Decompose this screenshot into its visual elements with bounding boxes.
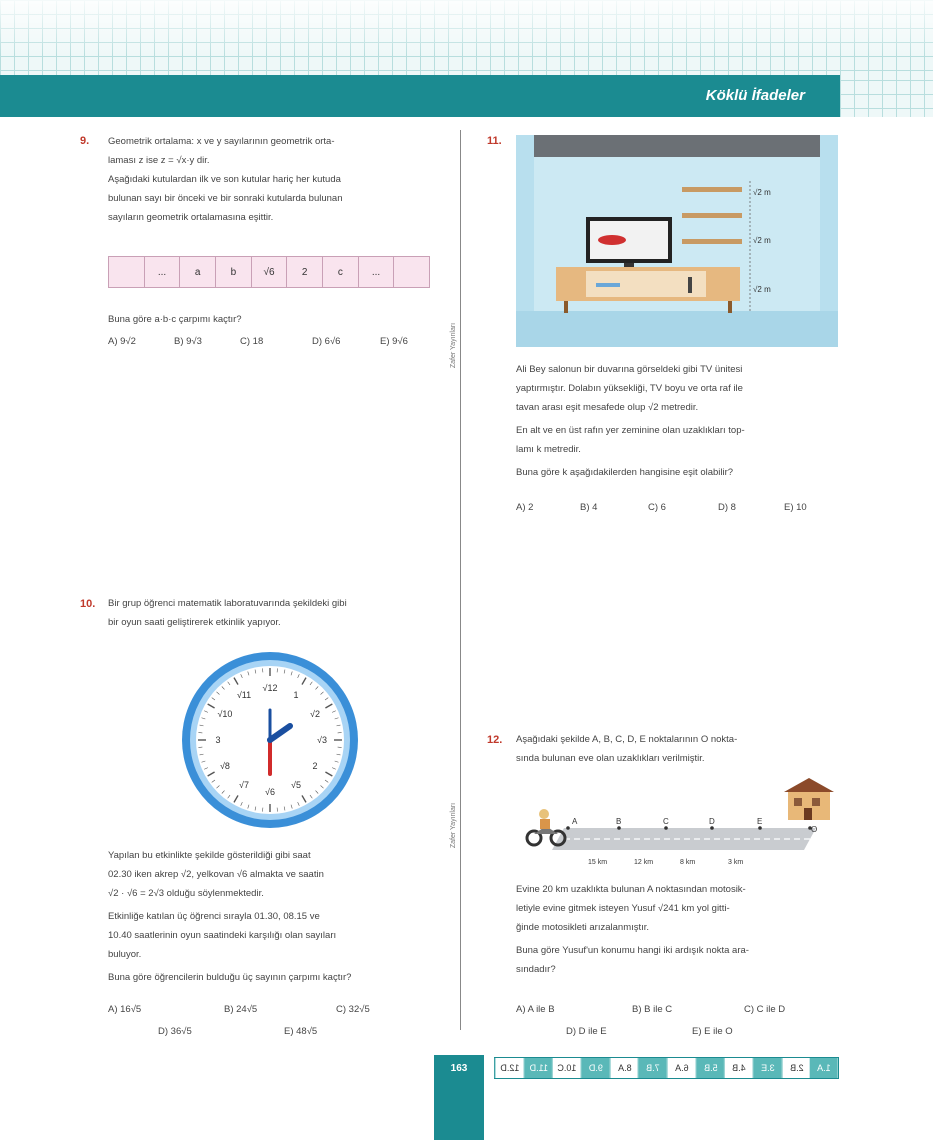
q12-body <box>516 880 846 979</box>
q12-line: letiyle evine gitmek isteyen Yusuf √241 km yol gitti- <box>516 903 730 914</box>
q9-box: a <box>180 257 216 287</box>
tv-logo <box>598 235 626 245</box>
header-grid-background <box>0 0 933 80</box>
cabinet-book <box>688 277 692 293</box>
point-label-o: O <box>811 825 818 834</box>
answer-key-item: 6.A <box>667 1058 696 1078</box>
clock-label: √5 <box>291 780 301 791</box>
q12-options-row1 <box>516 1004 824 1015</box>
q9-line: Geometrik ortalama: x ve y sayılarının geometrik orta- <box>108 136 335 147</box>
q9-question: Buna göre a·b·c çarpımı kaçtır? <box>108 314 242 325</box>
clock-label: √12 <box>262 683 278 693</box>
clock-label: √11 <box>236 689 252 700</box>
q10-option-b[interactable]: B) 24√5 <box>224 1004 258 1015</box>
q12-option-a[interactable]: A) A ile B <box>516 1004 555 1015</box>
q10-option-a[interactable]: A) 16√5 <box>108 1004 142 1015</box>
clock-label: 3 <box>215 735 221 745</box>
q10-line: buluyor. <box>108 949 142 960</box>
q10-line: 02.30 iken akrep √2, yelkovan √6 almakta ve saatin <box>108 869 324 880</box>
q10-line: √2 · √6 = 2√3 olduğu söylenmektedir. <box>108 888 264 899</box>
q11-line: En alt ve en üst rafın yer zeminine olan uzaklıkları top- <box>516 425 745 436</box>
side-label-upper: Zafer Yayınları <box>448 320 459 371</box>
point-label-c: C <box>663 817 669 826</box>
q9-box <box>109 257 145 287</box>
q12-line: Aşağıdaki şekilde A, B, C, D, E noktalarının O nokta- <box>516 734 738 745</box>
q10-options-row1 <box>108 1004 416 1015</box>
cabinet-books <box>596 283 620 287</box>
q9-option-e[interactable]: E) 9√6 <box>380 336 408 347</box>
q12-line: Evine 20 km uzaklıkta bulunan A noktasından motosik- <box>516 884 746 895</box>
answer-key-item: 12.D <box>495 1058 524 1078</box>
clock-label: √7 <box>239 780 249 791</box>
q10-body <box>108 846 438 987</box>
clock-label: √3 <box>317 735 327 745</box>
answer-key-item: 2.B <box>782 1058 811 1078</box>
rider-body <box>540 819 550 829</box>
point-label-a: A <box>572 817 578 826</box>
clock-label: √2 <box>310 709 321 719</box>
q9-option-a[interactable]: A) 9√2 <box>108 336 136 347</box>
point-label-e: E <box>757 817 763 826</box>
distance-label: 3 km <box>728 859 744 866</box>
shelf-bottom <box>682 239 742 244</box>
answer-key-item: 3.E <box>753 1058 782 1078</box>
q11-option-c[interactable]: C) 6 <box>648 502 666 513</box>
q12-option-b[interactable]: B) B ile C <box>632 1004 673 1015</box>
point-marker <box>710 826 714 830</box>
q12-question: Buna göre Yusuf'un konumu hangi iki ardışık nokta ara- <box>516 945 749 956</box>
q10-option-d[interactable]: D) 36√5 <box>158 1026 192 1037</box>
point-label-b: B <box>616 817 622 826</box>
q11-option-a[interactable]: A) 2 <box>516 502 534 513</box>
q10-intro <box>108 594 438 632</box>
q11-line: yaptırmıştır. Dolabın yüksekliği, TV boyu ve orta raf ile <box>516 383 743 394</box>
q12-option-e[interactable]: E) E ile O <box>692 1026 733 1037</box>
distance-label: 15 km <box>588 859 608 866</box>
tv-stand <box>624 263 634 267</box>
cabinet-leg-right <box>728 301 732 313</box>
answer-key-item: 10.C <box>552 1058 581 1078</box>
q9-text <box>108 132 438 227</box>
q11-line: tavan arası eşit mesafede olup √2 metredir. <box>516 402 699 413</box>
q11-number: 11. <box>487 135 502 147</box>
house-door <box>804 808 812 820</box>
room-ceiling <box>516 135 838 157</box>
answer-key-item: 5.B <box>696 1058 725 1078</box>
q9-option-b[interactable]: B) 9√3 <box>174 336 202 347</box>
measure-label: √2 m <box>753 236 771 245</box>
clock-label: √10 <box>217 709 233 719</box>
q9-box <box>394 257 429 287</box>
q10-number: 10. <box>80 598 96 610</box>
q11-question: Buna göre k aşağıdakilerden hangisine eşit olabilir? <box>516 467 734 478</box>
q9-option-d[interactable]: D) 6√6 <box>312 336 341 347</box>
q11-options <box>516 502 824 513</box>
q12-question: sındadır? <box>516 964 556 975</box>
point-marker <box>566 826 570 830</box>
q11-room-figure <box>516 135 838 347</box>
q12-number: 12. <box>487 734 503 746</box>
q9-line: bulunan sayı bir önceki ve bir sonraki kutularda bulunan <box>108 193 343 204</box>
clock-center <box>267 737 273 743</box>
header-grid-corner <box>840 80 933 117</box>
q12-line: sında bulunan eve olan uzaklıkları verilmiştir. <box>516 753 705 764</box>
q9-box: ... <box>145 257 181 287</box>
q9-box: c <box>323 257 359 287</box>
q12-option-c[interactable]: C) C ile D <box>744 1004 786 1015</box>
q9-options <box>108 336 430 347</box>
house-window <box>812 798 820 806</box>
q10-clock-figure <box>180 650 360 830</box>
shelf-middle <box>682 213 742 218</box>
clock-label: √6 <box>265 787 275 797</box>
chapter-title: Köklü İfadeler <box>705 87 805 104</box>
q10-line: Etkinliğe katılan üç öğrenci sırayla 01.30, 08.15 ve <box>108 911 320 922</box>
q11-option-d[interactable]: D) 8 <box>718 502 736 513</box>
q10-line: Bir grup öğrenci matematik laboratuvarında şekildeki gibi <box>108 598 347 609</box>
q11-line: Ali Bey salonun bir duvarına görseldeki gibi TV ünitesi <box>516 364 743 375</box>
q10-option-e[interactable]: E) 48√5 <box>284 1026 318 1037</box>
q10-options-row2 <box>158 1026 364 1037</box>
q9-number: 9. <box>80 135 90 147</box>
q9-line: Aşağıdaki kutulardan ilk ve son kutular hariç her kutuda <box>108 174 341 185</box>
q10-option-c[interactable]: C) 32√5 <box>336 1004 370 1015</box>
q9-box: √6 <box>252 257 288 287</box>
point-marker <box>664 826 668 830</box>
side-label-lower: Zafer Yayınları <box>448 800 459 851</box>
answer-key-item: 9.D <box>581 1058 610 1078</box>
house-window <box>794 798 802 806</box>
q10-line: Yapılan bu etkinlikte şekilde gösterildiği gibi saat <box>108 850 311 861</box>
shelf-top <box>682 187 742 192</box>
q9-box: ... <box>359 257 395 287</box>
clock-label: 1 <box>293 689 299 700</box>
answer-key-item: 11.D <box>524 1058 553 1078</box>
point-marker <box>617 826 621 830</box>
point-label-d: D <box>709 817 715 826</box>
answer-key-item: 8.A <box>610 1058 639 1078</box>
answer-key-item: 4.B <box>724 1058 753 1078</box>
measure-label: √2 m <box>753 188 771 197</box>
house-roof <box>784 778 834 792</box>
q12-road-figure <box>520 776 840 868</box>
answer-key-item: 1.A <box>810 1058 838 1078</box>
room-floor <box>516 311 838 347</box>
q12-intro <box>516 730 846 768</box>
q9-line: laması z ise z = √x·y dir. <box>108 155 210 166</box>
q11-option-b[interactable]: B) 4 <box>580 502 598 513</box>
clock-label: 2 <box>312 761 318 771</box>
q9-box: 2 <box>287 257 323 287</box>
rider-head <box>539 809 549 819</box>
q11-body <box>516 360 846 482</box>
q10-line: 10.40 saatlerinin oyun saatindeki karşılığı olan sayıları <box>108 930 337 941</box>
q11-option-e[interactable]: E) 10 <box>784 502 807 513</box>
measure-label: √2 m <box>753 285 771 294</box>
q10-line: bir oyun saati geliştirerek etkinlik yapıyor. <box>108 617 281 628</box>
q9-box: b <box>216 257 252 287</box>
q9-line: sayıların geometrik ortalamasına eşittir. <box>108 212 274 223</box>
column-divider <box>460 130 461 1030</box>
point-marker <box>758 826 762 830</box>
q12-option-d[interactable]: D) D ile E <box>566 1026 607 1037</box>
q12-line: ğinde motosikleti arızalanmıştır. <box>516 922 650 933</box>
q9-box-row <box>108 256 430 288</box>
q12-options-row2 <box>566 1026 772 1037</box>
page-number: 163 <box>434 1055 484 1140</box>
answer-key-item: 7.B <box>638 1058 667 1078</box>
q9-option-c[interactable]: C) 18 <box>240 336 264 347</box>
cabinet-leg-left <box>564 301 568 313</box>
distance-label: 8 km <box>680 859 696 866</box>
q11-line: lamı k metredir. <box>516 444 581 455</box>
q10-question: Buna göre öğrencilerin bulduğu üç sayının çarpımı kaçtır? <box>108 972 352 983</box>
clock-label: √8 <box>219 761 230 771</box>
answer-key <box>494 1057 839 1079</box>
distance-label: 12 km <box>634 859 654 866</box>
